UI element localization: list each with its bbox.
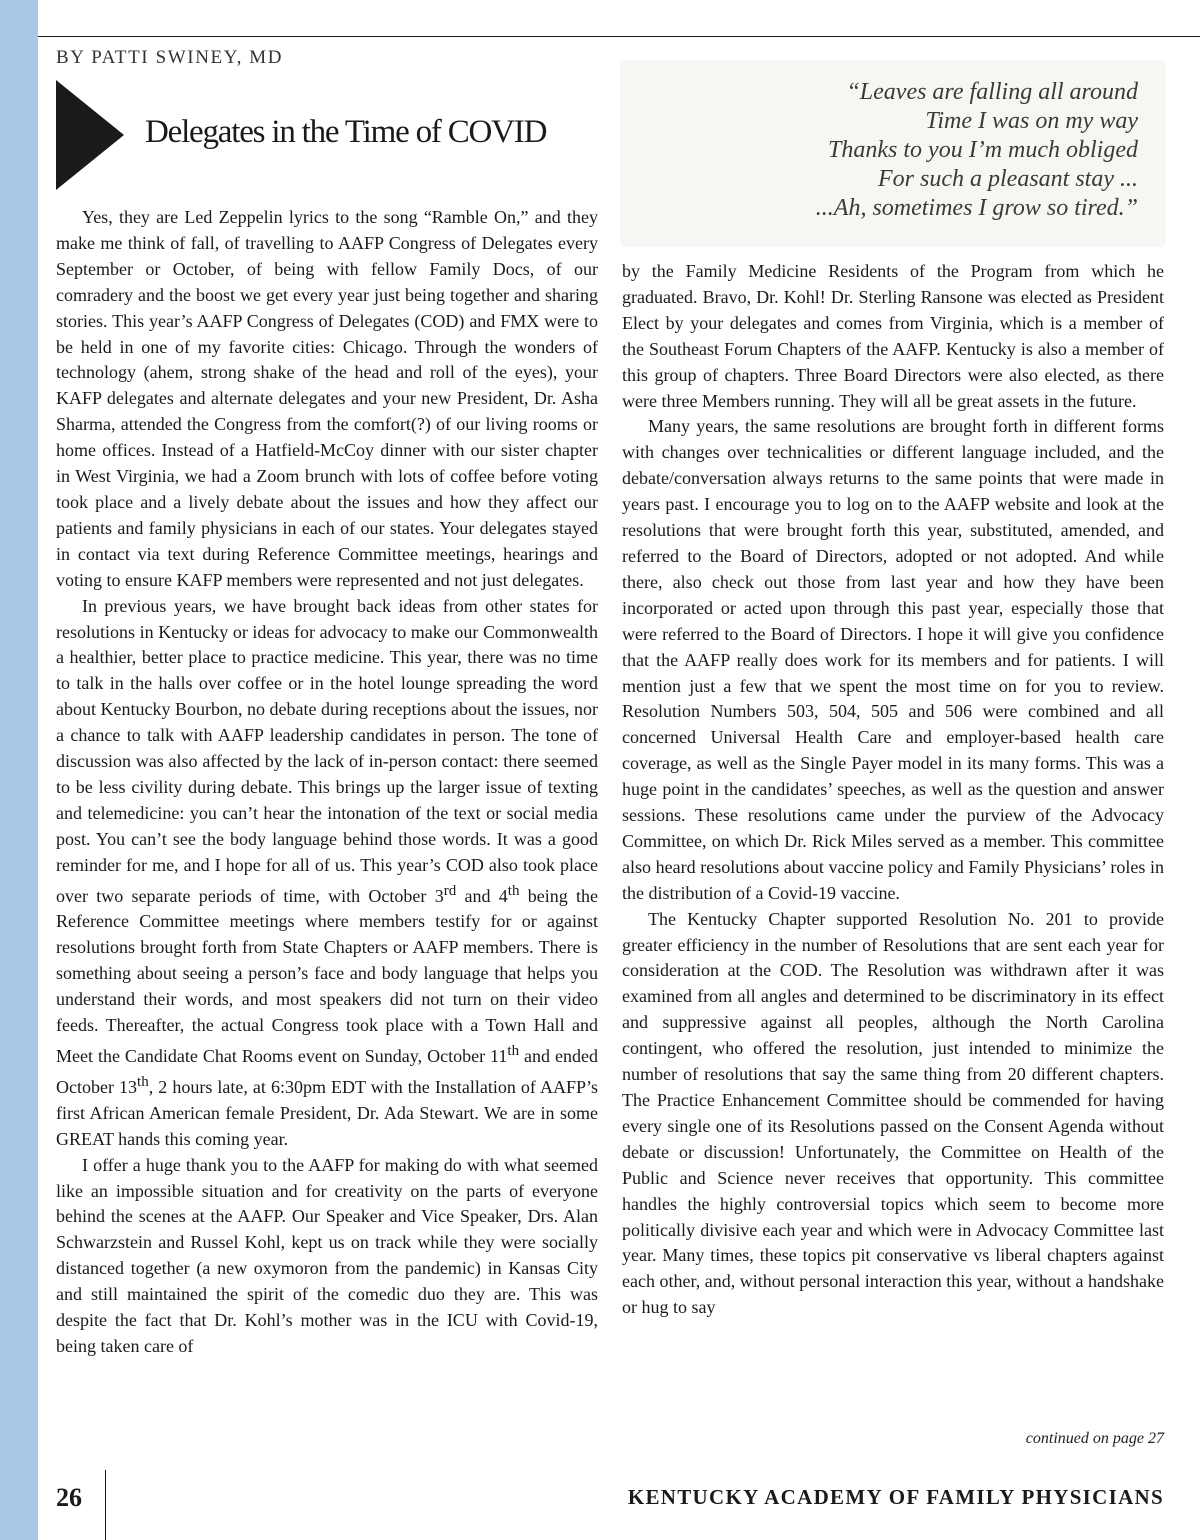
body-paragraph: The Kentucky Chapter supported Resolution No. 201 to provide greater efficiency in the number of Resolutions that are sent each year for consideration at the COD. The Resolution was withdrawn after it was examined from all angles and determined to be discriminatory in its effect and suppressive against all peoples, although the North Carolina contingent, who offered the resolution, just intended to minimize the number of resolutions that say the same thing from 20 different chapters. The Practice Enhancement Committee should be commended for having every single one of its Resolutions passed on the Consent Agenda without debate or discussion! Unfortunately, the Committee on Health of the Public and Science never receives that opportunity. This committee handles the highly controversial topics which seem to become more politically divisive each year and which were in Advocacy Committee last year. Many times, these topics pit conservative vs liberal chapters against each other, and, without personal interaction this year, without a handshake or hug to say [622,908,1164,1318]
article-title: Delegates in the Time of COVID [145,114,547,150]
quote-line: ...Ah, sometimes I grow so tired.” [815,195,1138,221]
body-column-left [56,205,598,1360]
quote-line: For such a pleasant stay ... [878,166,1138,192]
quote-line: Thanks to you I’m much obliged [828,137,1138,163]
page-number: 26 [56,1483,82,1512]
top-rule [38,36,1200,37]
quote-line: Time I was on my way [925,108,1138,134]
pull-quote [620,60,1166,247]
byline: BY PATTI SWINEY, MD [56,47,284,68]
body-paragraph: by the Family Medicine Residents of the Program from which he graduated. Bravo, Dr. Kohl! Dr. Sterling Ransone was elected as President Elect by your delegates and comes from Virginia, which is a member of the Southeast Forum Chapters of the AAFP. Kentucky is also a member of this group of chapters. Three Board Directors were also elected, as there were three Members running. They will all be great assets in the future. [622,261,1164,411]
arrow-marker-icon [56,80,124,190]
body-column-right [622,259,1164,1321]
body-paragraph: Many years, the same resolutions are brought forth in different forms with changes over technicalities or different language included, and the debate/conversation always returns to the same points that were made in years past. I encourage you to log on to the AAFP website and look at the resolutions that were brought forth this year, substituted, amended, and referred to the Board of Directors, adopted or not adopted. And while there, also check out those from last year and how they have been incorporated or acted upon through this past year, especially those that were referred to the Board of Directors. I hope it will give you confidence that the AAFP really does work for its members and for patients. I will mention just a few that we spent the most time on for you to review. Resolution Numbers 503, 504, 505 and 506 were combined and all concerned Universal Health Care and employer-based health care coverage, as well as the Single Payer model in its many forms. This was a huge point in the candidates’ speeches, as well as the question and answer sessions. These resolutions came under the purview of the Advocacy Committee, on which Dr. Rick Miles served as a member. This committee also heard resolutions about vaccine policy and Family Physicians’ roles in the distribution of a Covid-19 vaccine. [622,416,1164,903]
body-paragraph: Yes, they are Led Zeppelin lyrics to the song “Ramble On,” and they make me think of fall, of travelling to AAFP Congress of Delegates every September or October, of being with fellow Family Docs, of our comradery and the boost we get every year just being together and sharing stories. This year’s AAFP Congress of Delegates (COD) and FMX were to be held in one of my favorite cities: Chicago. Through the wonders of technology (ahem, strong shake of the head and roll of the eyes), your KAFP delegates and alternate delegates and your new President, Dr. Asha Sharma, attended the Congress from the comfort(?) of our living rooms or home offices. Instead of a Hatfield-McCoy dinner with our sister chapter in West Virginia, we had a Zoom brunch with lots of coffee before voting took place and a lively debate about the issues and how they affect our patients and family physicians in each of our states. Your delegates stayed in contact via text during Reference Committee meetings, hearings and voting to ensure KAFP members were represented and not just delegates. [56,207,598,590]
publication-name: KENTUCKY ACADEMY OF FAMILY PHYSICIANS [627,1485,1164,1509]
continued-note: continued on page 27 [1025,1430,1164,1447]
body-paragraph: I offer a huge thank you to the AAFP for making do with what seemed like an impossible situation and for creativity on the parts of everyone behind the scenes at the AAFP. Our Speaker and Vice Speaker, Drs. Alan Schwarzstein and Russel Kohl, kept us on track while they were socially distanced together (a new oxymoron from the pandemic) in Kansas City and still maintained the spirit of the comedic duo they are. This was despite the fact that Dr. Kohl’s mother was in the ICU with Covid-19, being taken care of [56,1154,598,1356]
quote-line: “Leaves are falling all around [846,79,1138,105]
footer-divider [105,1470,106,1540]
body-paragraph: In previous years, we have brought back ideas from other states for resolutions in Kentucky or ideas for advocacy to make our Commonwealth a healthier, better place to practice medicine. This year, there was no time to talk in the halls over coffee or in the hotel lounge spreading the word about Kentucky Bourbon, no debate during receptions about the issues, nor a chance to talk with AAFP leadership candidates in person. The tone of discussion was also affected by the lack of in-person contact: there seemed to be less civility during debate. This brings up the larger issue of texting and telemedicine: you can’t hear the intonation of the text or social media post. You can’t see the body language behind those words. It was a good reminder for me, and I hope for all of us. This year’s COD also took place over two separate periods of time, with October 3rd and 4th being the Reference Committee meetings where members testify for or against resolutions brought forth from State Chapters or AAFP members. There is something about seeing a person’s face and body language that helps you understand their words, and most speakers did not turn on their video feeds. Thereafter, the actual Congress took place with a Town Hall and Meet the Candidate Chat Rooms event on Sunday, October 11th and ended October 13th, 2 hours late, at 6:30pm EDT with the Installation of AAFP’s first African American female President, Dr. Ada Stewart. We are in some GREAT hands this coming year. [56,595,599,1149]
side-color-bar [0,0,38,1540]
